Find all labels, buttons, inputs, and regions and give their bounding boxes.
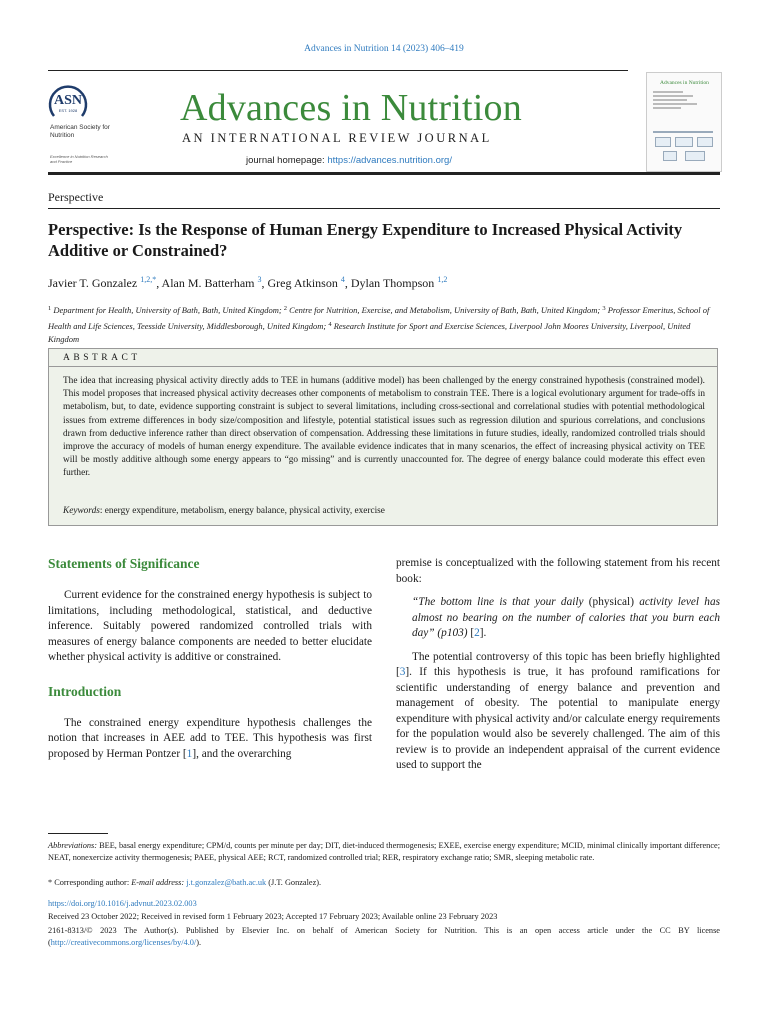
author-affiliation-ref[interactable]: 4 [340, 275, 345, 284]
affiliation-text: Department for Health, University of Bath, Bath, United Kingdom; [53, 305, 284, 315]
received-dates: Received 23 October 2022; Received in revised form 1 February 2023; Accepted 17 February 2023; Available online 23 February 2023 [48, 912, 498, 921]
header-rule [48, 70, 628, 71]
author-name: Alan M. Batterham [161, 276, 255, 290]
left-column [48, 556, 372, 762]
article-title: Perspective: Is the Response of Human Energy Expenditure to Increased Physical Activity Additive or Constrained? [48, 220, 683, 260]
homepage-label: journal homepage: [246, 155, 328, 166]
affiliation-number: 1 [48, 305, 52, 312]
affiliation-text: Professor Emeritus, School of Health and Life Sciences, Teesside University, Middlesborough, United Kingdom; [48, 305, 710, 331]
abbreviations-label: Abbreviations: [48, 841, 98, 850]
article-section: Perspective [48, 190, 104, 204]
affiliation-number: 4 [328, 320, 332, 328]
author-affiliation-ref[interactable]: 1,2 [437, 275, 448, 284]
journal-subtitle: AN INTERNATIONAL REVIEW JOURNAL [182, 131, 492, 145]
section-rule [48, 208, 720, 209]
author-name: Javier T. Gonzalez [48, 276, 138, 290]
right-column [396, 556, 720, 774]
abbreviations-footnote [48, 840, 720, 864]
abstract-heading: ABSTRACT [49, 349, 717, 367]
author-name: Greg Atkinson [267, 276, 338, 290]
introduction-heading: Introduction [48, 683, 122, 699]
asn-est: EST. 1928 [58, 108, 78, 113]
license-text: 2161-8313/© 2023 The Author(s). Published by Elsevier Inc. on behalf of American Society for Nutrition. This is an open access article under the CC BY license (http://creativecommons.org/licenses/by/4.0/). [48, 926, 720, 947]
affiliation-number: 3 [602, 305, 606, 312]
journal-cover-thumbnail[interactable] [646, 72, 722, 172]
author-name: Dylan Thompson [350, 276, 435, 290]
header-thick-rule [48, 172, 720, 175]
keywords-label: Keywords [63, 506, 100, 516]
asn-abbrev: ASN [53, 93, 83, 108]
abstract-box [48, 348, 718, 526]
keywords [63, 506, 705, 516]
keywords-list: : energy expenditure, metabolism, energy balance, physical activity, exercise [99, 506, 385, 516]
author-affiliation-ref[interactable]: 1,2,* [140, 275, 157, 284]
journal-citation-line[interactable]: Advances in Nutrition 14 (2023) 406–419 [304, 44, 464, 54]
affiliation-text: Centre for Nutrition, Exercise, and Metabolism, University of Bath, Bath, United Kingdom; [289, 305, 603, 315]
footnote-rule [48, 833, 108, 834]
asn-logo-icon [48, 80, 88, 122]
homepage-link[interactable]: https://advances.nutrition.org/ [327, 155, 452, 166]
affiliations [48, 302, 720, 347]
society-name: American Society for Nutrition [50, 124, 110, 139]
citation-link[interactable]: 1 [186, 747, 193, 760]
license-link[interactable]: http://creativecommons.org/licenses/by/4.0/ [50, 938, 197, 947]
citation-link[interactable]: 3 [399, 666, 406, 678]
journal-homepage [246, 155, 452, 166]
body-paragraph: The potential controversy of this topic has been briefly highlighted [3]. If this hypothesis is true, it has profound ramifications for scientific understanding of energy balance and prevention and management of obesity. The potential to manipulate energy expenditure with physical activity and/or calculate energy requirements for the population would also be severely challenged. The aim of this review is to provide an independent appraisal of the current evidence used to support the [396, 650, 720, 771]
email-link[interactable]: j.t.gonzalez@bath.ac.uk [186, 878, 267, 887]
affiliation-number: 2 [283, 305, 288, 312]
book-quote: “The bottom line is that your daily (physical) activity level has almost no bearing on the number of calories that you burn each day” (p103) [2]. [412, 596, 720, 639]
affiliation-text: Research Institute for Sport and Exercise Sciences, Liverpool John Moores University, Liverpool, United Kingdom [48, 320, 691, 344]
introduction-paragraph: The constrained energy expenditure hypothesis challenges the notion that increases in AEE add to TEE. This hypothesis was first proposed by Herman Pontzer [1], and the overarching [48, 716, 372, 760]
society-tagline: Excellence in Nutrition Research and Practice [50, 154, 108, 164]
journal-name: Advances in Nutrition [180, 87, 522, 129]
corresponding-author: * Corresponding author: E-mail address: j.t.gonzalez@bath.ac.uk (J.T. Gonzalez). [48, 878, 322, 887]
abstract-text: The idea that increasing physical activity directly adds to TEE in humans (additive model) has been challenged by the energy constrained hypothesis (constrained model). This model proposes that increased physical activity decreases other components of metabolism to constrain TEE. There is a logical evolutionary argument for trade-offs in metabolism, but, to date, evidence supporting constraint is subject to several limitations, including cross-sectional and correlational studies with potential methodological issues from extreme differences in body size/composition and lifestyle, potential statistical issues such as regression dilution and spurious correlations, and conclusions drawn from deductive inference rather than direct observation of compensation. Addressing these limitations in future studies, ideally, randomized controlled trials should improve the accuracy of models of human energy expenditure. The available evidence indicates that in many scenarios, the effect of increasing physical activity on TEE will be mostly additive although some energy appears to “go missing” and is currently unaccounted for. The degree of energy balance could moderate this effect even further. [63, 376, 705, 479]
author-affiliation-ref[interactable]: 3 [257, 275, 262, 284]
body-paragraph: premise is conceptualized with the following statement from his recent book: [396, 557, 720, 585]
significance-paragraph: Current evidence for the constrained energy hypothesis is subject to limitations, including methodological, statistical, and deductive inference. Suitably powered randomized controlled trials with measures of energy balance components are needed to better elucidate whether physical activity is additive or constrained. [48, 589, 372, 663]
cover-title: Advances in Nutrition [660, 80, 709, 86]
significance-heading: Statements of Significance [48, 556, 200, 571]
doi-link[interactable]: https://doi.org/10.1016/j.advnut.2023.02.003 [48, 899, 197, 908]
abbreviations-text: BEE, basal energy expenditure; CPM/d, counts per minute per day; DIT, diet-induced thermogenesis; EXEE, exercise energy expenditure; MCID, minimal clinically important difference; NEAT, nonexercize activity thermogenesis; PAEE, physical AEE; RCT, randomized controlled trial; RER, respiratory exchange ratio; SMR, sleeping metabolic rate. [48, 841, 720, 862]
author-list: Javier T. Gonzalez $^{1,2,*}$, Alan M. Batterham $^3$, Greg Atkinson $^4$, Dylan Thompson $^{1,2}$ [48, 275, 448, 290]
citation-link[interactable]: 2 [474, 627, 480, 639]
